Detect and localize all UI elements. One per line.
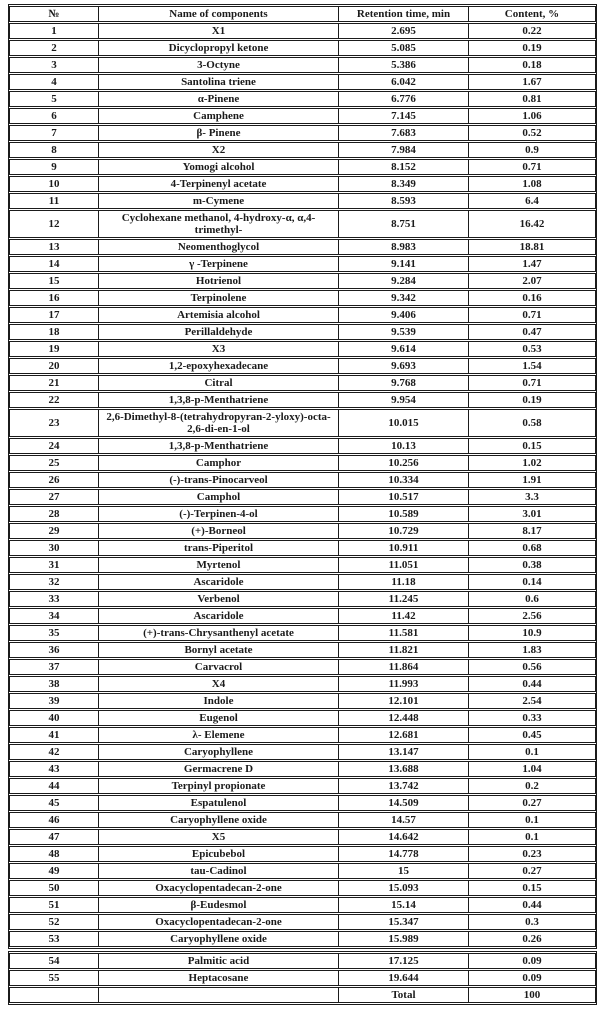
cell-content: 0.38: [468, 557, 596, 573]
total-value: 100: [468, 987, 596, 1003]
cell-retention-time: 11.245: [338, 591, 468, 607]
table-row: [9, 273, 596, 289]
cell-name: Dicyclopropyl ketone: [98, 40, 338, 56]
cell-no: 54: [9, 953, 98, 969]
cell-content: 0.53: [468, 341, 596, 357]
cell-retention-time: 9.954: [338, 392, 468, 408]
cell-content: 2.07: [468, 273, 596, 289]
cell-content: 0.19: [468, 392, 596, 408]
cell-no: 14: [9, 256, 98, 272]
cell-no: 28: [9, 506, 98, 522]
cell-content: 0.09: [468, 970, 596, 986]
cell-retention-time: 9.406: [338, 307, 468, 323]
table-row: [9, 914, 596, 930]
cell-retention-time: 13.742: [338, 778, 468, 794]
cell-retention-time: 7.984: [338, 142, 468, 158]
cell-name: Camphol: [98, 489, 338, 505]
table-row: [9, 455, 596, 471]
table-row: [9, 125, 596, 141]
cell-retention-time: 9.539: [338, 324, 468, 340]
cell-no: 49: [9, 863, 98, 879]
cell-name: (-)-Terpinen-4-ol: [98, 506, 338, 522]
cell-name: β- Pinene: [98, 125, 338, 141]
table-row: [9, 142, 596, 158]
table-row: [9, 392, 596, 408]
table-row: [9, 778, 596, 794]
cell-retention-time: 10.256: [338, 455, 468, 471]
table-row: [9, 676, 596, 692]
cell-content: 0.1: [468, 744, 596, 760]
table-row: [9, 74, 596, 90]
cell-no: 45: [9, 795, 98, 811]
table-row: [9, 210, 596, 238]
cell-retention-time: 11.993: [338, 676, 468, 692]
cell-name: λ- Elemene: [98, 727, 338, 743]
column-header-retention-time: Retention time, min: [338, 6, 468, 22]
cell-no: 55: [9, 970, 98, 986]
cell-name: Terpinolene: [98, 290, 338, 306]
table-row: [9, 341, 596, 357]
cell-no: 27: [9, 489, 98, 505]
cell-no: 51: [9, 897, 98, 913]
cell-name: γ -Terpinene: [98, 256, 338, 272]
cell-retention-time: 9.693: [338, 358, 468, 374]
cell-no: 41: [9, 727, 98, 743]
cell-no: 5: [9, 91, 98, 107]
table-row: [9, 57, 596, 73]
cell-content: 0.52: [468, 125, 596, 141]
table-row: [9, 880, 596, 896]
cell-retention-time: 11.581: [338, 625, 468, 641]
table-row: [9, 307, 596, 323]
cell-no: 4: [9, 74, 98, 90]
cell-retention-time: 2.695: [338, 23, 468, 39]
cell-no: 6: [9, 108, 98, 124]
cell-retention-time: 7.683: [338, 125, 468, 141]
cell-no: 48: [9, 846, 98, 862]
table-row: [9, 970, 596, 986]
cell-retention-time: 10.334: [338, 472, 468, 488]
cell-content: 0.1: [468, 829, 596, 845]
cell-name: (-)-trans-Pinocarveol: [98, 472, 338, 488]
table-row: [9, 608, 596, 624]
cell-no: 52: [9, 914, 98, 930]
cell-retention-time: 14.509: [338, 795, 468, 811]
table-row: [9, 659, 596, 675]
cell-retention-time: 8.593: [338, 193, 468, 209]
cell-name: Germacrene D: [98, 761, 338, 777]
cell-no: 33: [9, 591, 98, 607]
cell-name: Bornyl acetate: [98, 642, 338, 658]
cell-name: Neomenthoglycol: [98, 239, 338, 255]
cell-name: Heptacosane: [98, 970, 338, 986]
cell-content: 0.44: [468, 897, 596, 913]
cell-name: Artemisia alcohol: [98, 307, 338, 323]
cell-no: 34: [9, 608, 98, 624]
cell-retention-time: 10.015: [338, 409, 468, 437]
cell-no: 23: [9, 409, 98, 437]
table-row: [9, 727, 596, 743]
cell-no: 17: [9, 307, 98, 323]
table-row: [9, 744, 596, 760]
cell-retention-time: 15.14: [338, 897, 468, 913]
cell-name: 1,3,8-p-Menthatriene: [98, 438, 338, 454]
cell-content: 0.47: [468, 324, 596, 340]
cell-content: 0.2: [468, 778, 596, 794]
cell-retention-time: 9.284: [338, 273, 468, 289]
cell-name: Caryophyllene: [98, 744, 338, 760]
cell-retention-time: 13.688: [338, 761, 468, 777]
cell-name: (+)-Borneol: [98, 523, 338, 539]
cell-retention-time: 9.342: [338, 290, 468, 306]
header-row: [9, 6, 596, 22]
cell-name: Yomogi alcohol: [98, 159, 338, 175]
cell-content: 2.56: [468, 608, 596, 624]
cell-no: 53: [9, 931, 98, 947]
cell-retention-time: 12.101: [338, 693, 468, 709]
cell-name: trans-Piperitol: [98, 540, 338, 556]
table-row: [9, 91, 596, 107]
table-row: [9, 438, 596, 454]
cell-name: Espatulenol: [98, 795, 338, 811]
cell-content: 10.9: [468, 625, 596, 641]
cell-retention-time: 12.681: [338, 727, 468, 743]
cell-name: (+)-trans-Chrysanthenyl acetate: [98, 625, 338, 641]
cell-content: 8.17: [468, 523, 596, 539]
cell-content: 0.3: [468, 914, 596, 930]
cell-content: 1.06: [468, 108, 596, 124]
cell-name: Hotrienol: [98, 273, 338, 289]
cell-content: 0.19: [468, 40, 596, 56]
cell-no: 9: [9, 159, 98, 175]
cell-name: Citral: [98, 375, 338, 391]
cell-no: 7: [9, 125, 98, 141]
cell-name: X2: [98, 142, 338, 158]
cell-name: Caryophyllene oxide: [98, 812, 338, 828]
cell-name: 3-Octyne: [98, 57, 338, 73]
cell-retention-time: 11.051: [338, 557, 468, 573]
cell-retention-time: 15.347: [338, 914, 468, 930]
cell-no: 47: [9, 829, 98, 845]
table-row: [9, 290, 596, 306]
cell-content: 0.16: [468, 290, 596, 306]
cell-name: 1,3,8-p-Menthatriene: [98, 392, 338, 408]
cell-content: 1.91: [468, 472, 596, 488]
table-row: [9, 693, 596, 709]
cell-retention-time: 5.386: [338, 57, 468, 73]
cell-retention-time: 11.864: [338, 659, 468, 675]
cell-content: 0.15: [468, 438, 596, 454]
cell-content: 0.26: [468, 931, 596, 947]
cell-content: 0.71: [468, 159, 596, 175]
cell-name: Indole: [98, 693, 338, 709]
cell-content: 0.14: [468, 574, 596, 590]
cell-no: 26: [9, 472, 98, 488]
table-row: [9, 409, 596, 437]
cell-name: X5: [98, 829, 338, 845]
cell-retention-time: 8.983: [338, 239, 468, 255]
cell-retention-time: 7.145: [338, 108, 468, 124]
cell-name: Epicubebol: [98, 846, 338, 862]
cell-retention-time: 9.141: [338, 256, 468, 272]
cell-no: 36: [9, 642, 98, 658]
cell-no: 20: [9, 358, 98, 374]
table-row: [9, 863, 596, 879]
cell-retention-time: 10.729: [338, 523, 468, 539]
cell-content: 0.27: [468, 863, 596, 879]
table-row: [9, 591, 596, 607]
cell-retention-time: 13.147: [338, 744, 468, 760]
cell-content: 0.18: [468, 57, 596, 73]
cell-no: 8: [9, 142, 98, 158]
cell-no: 15: [9, 273, 98, 289]
cell-content: 1.47: [468, 256, 596, 272]
cell-name: Ascaridole: [98, 574, 338, 590]
cell-retention-time: 10.13: [338, 438, 468, 454]
cell-no: 21: [9, 375, 98, 391]
cell-no: 30: [9, 540, 98, 556]
table-row: [9, 642, 596, 658]
cell-content: 2.54: [468, 693, 596, 709]
cell-no: 42: [9, 744, 98, 760]
total-row: [9, 987, 596, 1003]
cell-retention-time: 5.085: [338, 40, 468, 56]
cell-retention-time: 6.042: [338, 74, 468, 90]
cell-name: Verbenol: [98, 591, 338, 607]
cell-no: 18: [9, 324, 98, 340]
cell-retention-time: 8.751: [338, 210, 468, 238]
column-header-content: Content, %: [468, 6, 596, 22]
table-row: [9, 761, 596, 777]
cell-name: Eugenol: [98, 710, 338, 726]
cell-no: 50: [9, 880, 98, 896]
table-row: [9, 557, 596, 573]
cell-name: 1,2-epoxyhexadecane: [98, 358, 338, 374]
cell-no: 46: [9, 812, 98, 828]
cell-content: 1.04: [468, 761, 596, 777]
cell-no: 16: [9, 290, 98, 306]
cell-name: β-Eudesmol: [98, 897, 338, 913]
table-row: [9, 375, 596, 391]
cell-retention-time: 14.57: [338, 812, 468, 828]
cell-content: 0.81: [468, 91, 596, 107]
components-table-section-1: [8, 4, 597, 949]
cell-content: 0.58: [468, 409, 596, 437]
cell-content: 1.02: [468, 455, 596, 471]
cell-retention-time: 6.776: [338, 91, 468, 107]
cell-retention-time: 8.349: [338, 176, 468, 192]
table-row: [9, 953, 596, 969]
cell-no: 38: [9, 676, 98, 692]
cell-content: 0.22: [468, 23, 596, 39]
cell-retention-time: 11.42: [338, 608, 468, 624]
cell-content: 0.27: [468, 795, 596, 811]
table-row: [9, 489, 596, 505]
cell-retention-time: 14.778: [338, 846, 468, 862]
cell-retention-time: 9.614: [338, 341, 468, 357]
cell-content: 0.45: [468, 727, 596, 743]
cell-retention-time: 11.18: [338, 574, 468, 590]
cell-content: 1.67: [468, 74, 596, 90]
cell-name: α-Pinene: [98, 91, 338, 107]
cell-name: Cyclohexane methanol, 4-hydroxy-α, α,4-trimethyl-: [98, 210, 338, 238]
cell-content: 0.56: [468, 659, 596, 675]
cell-name: Camphene: [98, 108, 338, 124]
cell-retention-time: 14.642: [338, 829, 468, 845]
cell-retention-time: 15.093: [338, 880, 468, 896]
cell-name: X4: [98, 676, 338, 692]
cell-retention-time: 8.152: [338, 159, 468, 175]
cell-retention-time: 10.589: [338, 506, 468, 522]
table-row: [9, 812, 596, 828]
cell-no: 32: [9, 574, 98, 590]
cell-no: 40: [9, 710, 98, 726]
table-row: [9, 358, 596, 374]
cell-name: Myrtenol: [98, 557, 338, 573]
cell-name: Santolina triene: [98, 74, 338, 90]
cell-no: 43: [9, 761, 98, 777]
cell-retention-time: 19.644: [338, 970, 468, 986]
cell-content: 0.09: [468, 953, 596, 969]
cell-content: 0.33: [468, 710, 596, 726]
cell-content: 6.4: [468, 193, 596, 209]
cell-content: 1.08: [468, 176, 596, 192]
total-label: Total: [338, 987, 468, 1003]
cell-name: Terpinyl propionate: [98, 778, 338, 794]
cell-no: 44: [9, 778, 98, 794]
cell-retention-time: 12.448: [338, 710, 468, 726]
cell-content: 0.68: [468, 540, 596, 556]
table-row: [9, 239, 596, 255]
cell-no: 31: [9, 557, 98, 573]
cell-name: Camphor: [98, 455, 338, 471]
cell-content: 1.83: [468, 642, 596, 658]
table-row: [9, 23, 596, 39]
cell-content: 0.15: [468, 880, 596, 896]
cell-content: 0.23: [468, 846, 596, 862]
cell-no: 10: [9, 176, 98, 192]
cell-content: 0.9: [468, 142, 596, 158]
cell-no: 24: [9, 438, 98, 454]
cell-no: 13: [9, 239, 98, 255]
cell-retention-time: 9.768: [338, 375, 468, 391]
table-row: [9, 108, 596, 124]
cell-no: 1: [9, 23, 98, 39]
cell-no: [9, 987, 98, 1003]
cell-no: 19: [9, 341, 98, 357]
table-row: [9, 897, 596, 913]
cell-content: 1.54: [468, 358, 596, 374]
column-header-number: №: [9, 6, 98, 22]
table-row: [9, 574, 596, 590]
table-row: [9, 176, 596, 192]
cell-content: 0.44: [468, 676, 596, 692]
cell-no: 29: [9, 523, 98, 539]
cell-name: 2,6-Dimethyl-8-(tetrahydropyran-2-yloxy)-octa-2,6-di-en-1-ol: [98, 409, 338, 437]
table-row: [9, 710, 596, 726]
table-row: [9, 795, 596, 811]
column-header-name: Name of components: [98, 6, 338, 22]
cell-name: Oxacyclopentadecan-2-one: [98, 880, 338, 896]
cell-name: Carvacrol: [98, 659, 338, 675]
cell-no: 35: [9, 625, 98, 641]
cell-name: m-Cymene: [98, 193, 338, 209]
cell-content: 0.71: [468, 375, 596, 391]
cell-content: 0.6: [468, 591, 596, 607]
cell-retention-time: 10.517: [338, 489, 468, 505]
cell-no: 39: [9, 693, 98, 709]
cell-retention-time: 17.125: [338, 953, 468, 969]
table-row: [9, 523, 596, 539]
cell-name: [98, 987, 338, 1003]
cell-no: 3: [9, 57, 98, 73]
cell-name: tau-Cadinol: [98, 863, 338, 879]
cell-no: 2: [9, 40, 98, 56]
table-row: [9, 324, 596, 340]
table-row: [9, 256, 596, 272]
cell-retention-time: 15: [338, 863, 468, 879]
table-row: [9, 846, 596, 862]
cell-content: 0.1: [468, 812, 596, 828]
cell-no: 37: [9, 659, 98, 675]
cell-no: 25: [9, 455, 98, 471]
table-row: [9, 931, 596, 947]
cell-content: 18.81: [468, 239, 596, 255]
cell-name: Perillaldehyde: [98, 324, 338, 340]
cell-content: 3.01: [468, 506, 596, 522]
components-table-section-2: [8, 951, 597, 1005]
cell-retention-time: 15.989: [338, 931, 468, 947]
cell-name: X3: [98, 341, 338, 357]
cell-no: 11: [9, 193, 98, 209]
cell-content: 3.3: [468, 489, 596, 505]
cell-no: 22: [9, 392, 98, 408]
table-row: [9, 193, 596, 209]
table-row: [9, 829, 596, 845]
table-row: [9, 40, 596, 56]
cell-retention-time: 10.911: [338, 540, 468, 556]
table-row: [9, 540, 596, 556]
cell-name: Oxacyclopentadecan-2-one: [98, 914, 338, 930]
cell-name: X1: [98, 23, 338, 39]
cell-name: Ascaridole: [98, 608, 338, 624]
table-row: [9, 506, 596, 522]
cell-retention-time: 11.821: [338, 642, 468, 658]
cell-name: Palmitic acid: [98, 953, 338, 969]
table-row: [9, 625, 596, 641]
cell-content: 0.71: [468, 307, 596, 323]
cell-content: 16.42: [468, 210, 596, 238]
table-row: [9, 472, 596, 488]
cell-name: Caryophyllene oxide: [98, 931, 338, 947]
cell-name: 4-Terpinenyl acetate: [98, 176, 338, 192]
table-row: [9, 159, 596, 175]
cell-no: 12: [9, 210, 98, 238]
